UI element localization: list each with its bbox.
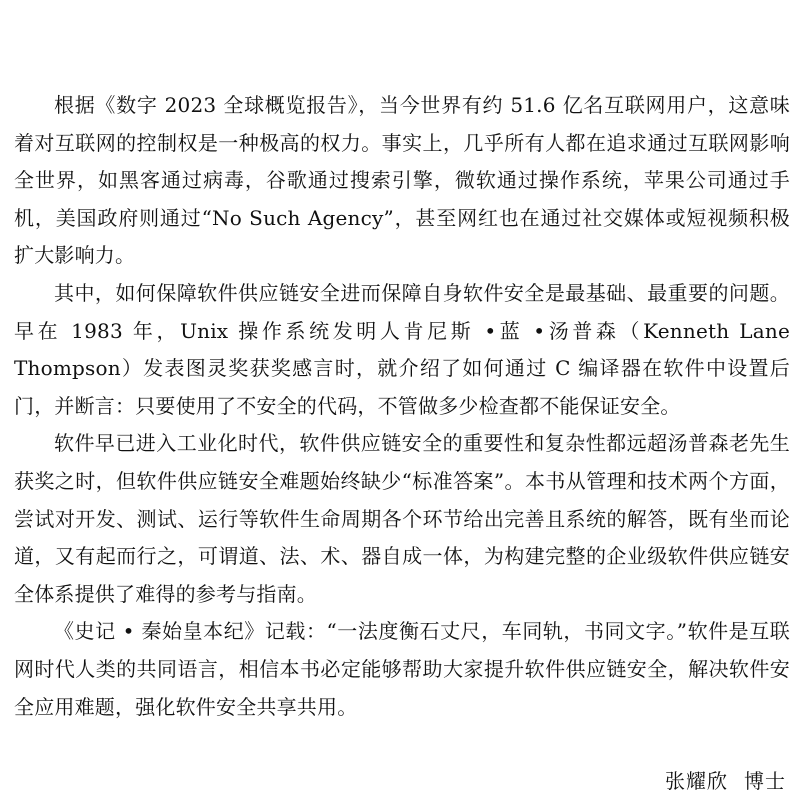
paragraph-1: 根据《数字 2023 全球概览报告》，当今世界有约 51.6 亿名互联网用户，这意味着对互联网的控制权是一种极高的权力。事实上，几乎所有人都在追求通过互联网影响全世界，如黑客通过病毒，谷歌通过搜索引擎，微软通过操作系统，苹果公司通过手机，美国政府则通过“No Such Agency”，甚至网红也在通过社交媒体或短视频积极扩大影响力。 xyxy=(14,93,790,268)
paragraph-4: 《史记 • 秦始皇本纪》记载：“一法度衡石丈尺，车同轨，书同文字。”软件是互联网时代人类的共同语言，相信本书必定能够帮助大家提升软件供应链安全，解决软件安全应用难题，强化软件安全共享共用。 xyxy=(14,619,790,719)
paragraph-3: 软件早已进入工业化时代，软件供应链安全的重要性和复杂性都远超汤普森老先生获奖之时，但软件供应链安全难题始终缺少“标准答案”。本书从管理和技术两个方面，尝试对开发、测试、运行等软件生命周期各个环节给出完善且系统的解答，既有坐而论道，又有起而行之，可谓道、法、术、器自成一体，为构建完整的企业级软件供应链安全体系提供了难得的参考与指南。 xyxy=(14,431,790,606)
author-name: 张耀欣 xyxy=(665,769,728,793)
author-title: 博士 xyxy=(744,769,786,793)
author-signature xyxy=(665,766,786,796)
paragraph-2: 其中，如何保障软件供应链安全进而保障自身软件安全是最基础、最重要的问题。早在 1983 年，Unix 操作系统发明人肯尼斯 •蓝 •汤普森（Kenneth Lane Thompson）发表图灵奖获奖感言时，就介绍了如何通过 C 编译器在软件中设置后门，并断言：只要使用了不安全的代码，不管做多少检查都不能保证安全。 xyxy=(14,280,790,418)
foreword-body xyxy=(14,87,790,726)
